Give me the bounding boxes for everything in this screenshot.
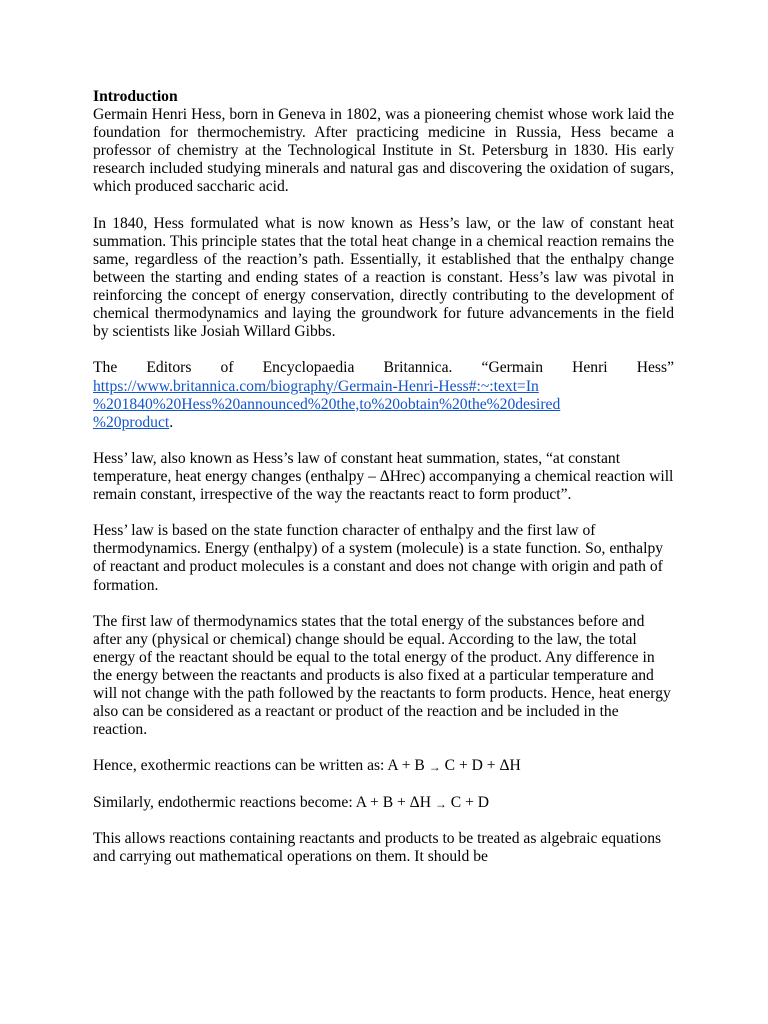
endothermic-equation — [93, 794, 674, 812]
citation-link-block — [93, 378, 674, 432]
intro-paragraph: Germain Henri Hess, born in Geneva in 1802, was a pioneering chemist whose work laid the foundation for thermochemistry. After practicing medicine in Russia, Hess became a professor of chemistry at the Technological Institute in St. Petersburg in 1830. His early research included studying minerals and natural gas and discovering the oxidation of sugars, which produced saccharic acid. — [93, 106, 674, 196]
definition-paragraph: Hess’ law, also known as Hess’s law of constant heat summation, states, “at constant temperature, heat energy changes (enthalpy – ΔHrec) accompanying a chemical reaction will remain constant, irrespective of the way the reactants react to form product”. — [93, 449, 674, 504]
hess-law-paragraph: In 1840, Hess formulated what is now known as Hess’s law, or the law of constant heat summation. This principle states that the total heat change in a chemical reaction remains the same, regardless of the reaction’s path. Essentially, it established that the enthalpy change between the starting and ending states of a reaction is constant. Hess’s law was pivotal in reinforcing the concept of energy conservation, directly contributing to the development of chemical thermodynamics and laying the groundwork for future advancements in the field by scientists like Josiah Willard Gibbs. — [93, 214, 674, 341]
section-heading: Introduction — [93, 88, 178, 105]
citation-text: The Editors of Encyclopaedia Britannica. “Germain Henri Hess” — [93, 359, 674, 377]
endothermic-prefix: Similarly, endothermic reactions become: A + B + ΔH — [93, 793, 431, 811]
citation-link-line-2: %201840%20Hess%20announced%20the,to%20obtain%20the%20desired — [93, 395, 561, 413]
citation-link-line-3: %20product — [93, 413, 170, 431]
exothermic-equation — [93, 757, 674, 775]
exothermic-prefix: Hence, exothermic reactions can be written as: A + B — [93, 757, 425, 775]
citation — [93, 359, 674, 431]
reaction-arrow-icon: → — [434, 796, 447, 811]
exothermic-suffix: C + D + ΔH — [444, 757, 521, 775]
state-function-paragraph: Hess’ law is based on the state function character of enthalpy and the first law of thermodynamics. Energy (enthalpy) of a system (molecule) is a state function. So, enthalpy of reactant and product molecules is a constant and does not change with origin and path of formation. — [93, 522, 664, 594]
reaction-arrow-icon: → — [428, 760, 441, 775]
document-page — [93, 88, 674, 884]
citation-link[interactable] — [93, 378, 560, 431]
citation-trailing: . — [169, 413, 174, 431]
citation-link-line-1: https://www.britannica.com/biography/Germain-Henri-Hess#:~:text=In — [93, 377, 539, 395]
endothermic-suffix: C + D — [450, 793, 490, 811]
first-law-paragraph: The first law of thermodynamics states that the total energy of the substances before and after any (physical or chemical) change should be equal. According to the law, the total energy of the reactant should be equal to the total energy of the product. Any difference in the energy between the reactants and products is also fixed at a particular temperature and will not change with the path followed by the reactants to form products. Hence, heat energy also can be considered as a reactant or product of the reaction and be included in the reaction. — [93, 612, 671, 739]
algebraic-paragraph: This allows reactions containing reactants and products to be treated as algebraic equations and carrying out mathematical operations on them. It should be — [93, 829, 662, 865]
